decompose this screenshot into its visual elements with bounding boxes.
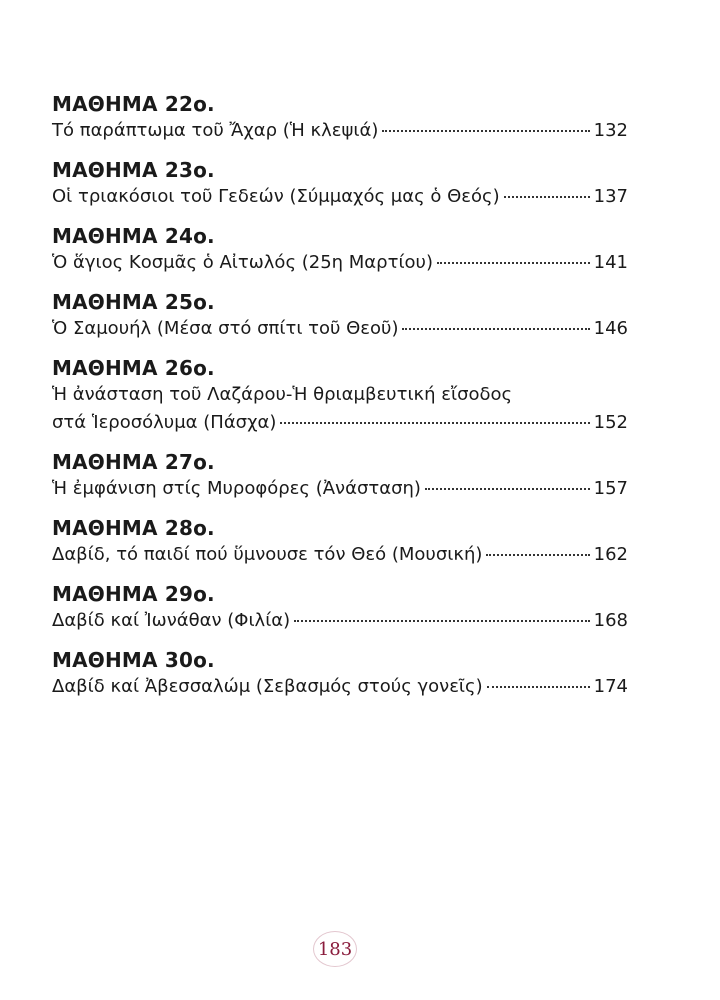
lesson-heading: ΜΑΘΗΜΑ 23ο. bbox=[52, 158, 215, 182]
entry-title: στά Ἱεροσόλυμα (Πάσχα) bbox=[52, 412, 277, 433]
lesson-heading: ΜΑΘΗΜΑ 26ο. bbox=[52, 356, 215, 380]
toc-entry-lesson-22 bbox=[52, 91, 628, 145]
toc-entry-line bbox=[52, 475, 628, 503]
dot-leader bbox=[294, 620, 589, 622]
entry-title: Δαβίδ, τό παιδί πού ὕμνουσε τόν Θεό (Μουσική) bbox=[52, 544, 483, 565]
entry-page-number: 141 bbox=[593, 252, 628, 273]
entry-title: Δαβίδ καί Ἰωνάθαν (Φιλία) bbox=[52, 610, 291, 631]
entry-title: Ὁ Σαμουήλ (Μέσα στό σπίτι τοῦ Θεοῦ) bbox=[52, 318, 399, 339]
entry-page-number: 174 bbox=[593, 676, 628, 697]
table-of-contents bbox=[52, 91, 628, 701]
toc-entry-lesson-28 bbox=[52, 515, 628, 569]
lesson-heading: ΜΑΘΗΜΑ 27ο. bbox=[52, 450, 215, 474]
folio-page-number: 183 bbox=[313, 931, 357, 967]
toc-entry-line bbox=[52, 117, 628, 145]
lesson-heading: ΜΑΘΗΜΑ 29ο. bbox=[52, 582, 215, 606]
toc-entry-line bbox=[52, 183, 628, 211]
toc-entry-line bbox=[52, 249, 628, 277]
entry-page-number: 132 bbox=[593, 120, 628, 141]
dot-leader bbox=[402, 328, 589, 330]
toc-entry-line bbox=[52, 541, 628, 569]
dot-leader bbox=[280, 422, 589, 424]
lesson-heading: ΜΑΘΗΜΑ 25ο. bbox=[52, 290, 215, 314]
lesson-heading: ΜΑΘΗΜΑ 22ο. bbox=[52, 92, 215, 116]
entry-page-number: 157 bbox=[593, 478, 628, 499]
toc-entry-lesson-23 bbox=[52, 157, 628, 211]
entry-title: Ὁ ἅγιος Κοσμᾶς ὁ Αἰτωλός (25η Μαρτίου) bbox=[52, 252, 433, 273]
toc-entry-lesson-30 bbox=[52, 647, 628, 701]
entry-title-line: Ἡ ἀνάσταση τοῦ Λαζάρου-Ἡ θριαμβευτική εἴσοδος bbox=[52, 384, 513, 405]
dot-leader bbox=[486, 554, 589, 556]
toc-entry-line bbox=[52, 409, 628, 437]
entry-title: Οἱ τριακόσιοι τοῦ Γεδεών (Σύμμαχός μας ὁ Θεός) bbox=[52, 186, 500, 207]
lesson-heading: ΜΑΘΗΜΑ 30ο. bbox=[52, 648, 215, 672]
toc-entry-lesson-25 bbox=[52, 289, 628, 343]
dot-leader bbox=[487, 686, 590, 688]
entry-page-number: 146 bbox=[593, 318, 628, 339]
entry-title: Δαβίδ καί Ἀβεσσαλώμ (Σεβασμός στούς γονεῖς) bbox=[52, 676, 483, 697]
toc-entry-lesson-27 bbox=[52, 449, 628, 503]
dot-leader bbox=[425, 488, 590, 490]
dot-leader bbox=[437, 262, 590, 264]
entry-page-number: 137 bbox=[593, 186, 628, 207]
toc-entry-line bbox=[52, 315, 628, 343]
entry-page-number: 162 bbox=[593, 544, 628, 565]
lesson-heading: ΜΑΘΗΜΑ 24ο. bbox=[52, 224, 215, 248]
toc-entry-lesson-29 bbox=[52, 581, 628, 635]
toc-entry-lesson-24 bbox=[52, 223, 628, 277]
lesson-heading: ΜΑΘΗΜΑ 28ο. bbox=[52, 516, 215, 540]
toc-entry-lesson-26 bbox=[52, 355, 628, 437]
dot-leader bbox=[382, 130, 589, 132]
toc-entry-line bbox=[52, 673, 628, 701]
entry-title: Ἡ ἐμφάνιση στίς Μυροφόρες (Ἀνάσταση) bbox=[52, 478, 421, 499]
dot-leader bbox=[504, 196, 590, 198]
entry-title: Τό παράπτωμα τοῦ Ἄχαρ (Ἡ κλεψιά) bbox=[52, 120, 379, 141]
entry-page-number: 168 bbox=[593, 610, 628, 631]
toc-entry-line bbox=[52, 607, 628, 635]
entry-page-number: 152 bbox=[593, 412, 628, 433]
